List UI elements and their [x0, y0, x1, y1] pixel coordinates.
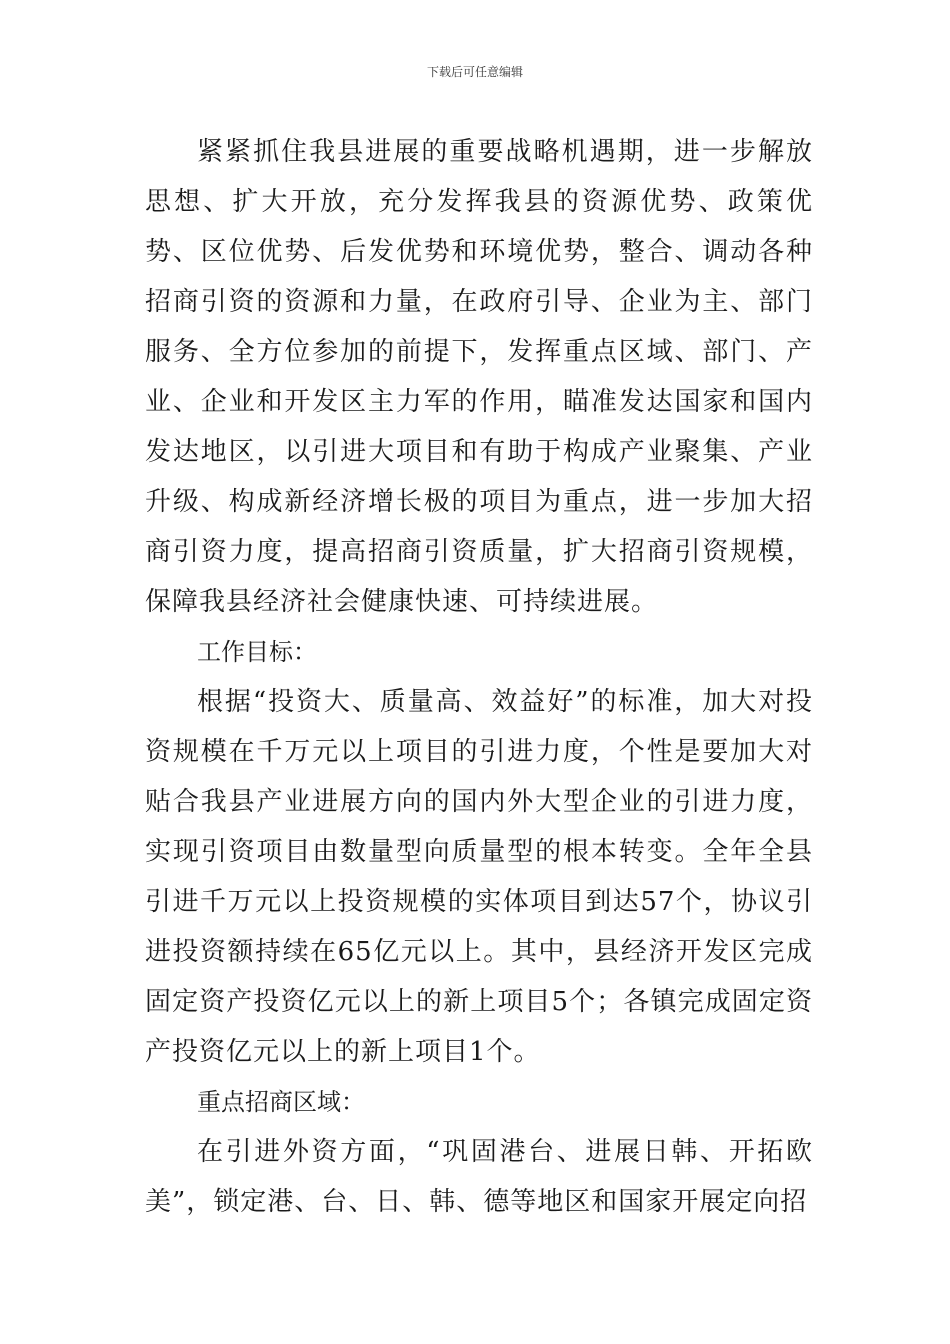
document-body — [145, 127, 813, 1227]
page-header: 下载后可任意编辑 — [426, 65, 523, 79]
section-heading-goals: 工作目标： — [197, 638, 317, 666]
section-heading-regions: 重点招商区域： — [197, 1088, 365, 1116]
paragraph-goals: 根据“投资大、质量高、效益好”的标准，加大对投资规模在千万元以上项目的引进力度，个性是要加大对贴合我县产业进展方向的国内外大型企业的引进力度，实现引资项目由数量型向质量型的根本转变。全年全县引进千万元以上投资规模的实体项目到达57个，协议引进投资额持续在65亿元以上。其中，县经济开发区完成固定资产投资亿元以上的新上项目5个；各镇完成固定资产投资亿元以上的新上项目1个。 — [145, 687, 813, 1067]
paragraph-intro: 紧紧抓住我县进展的重要战略机遇期，进一步解放思想、扩大开放，充分发挥我县的资源优势、政策优势、区位优势、后发优势和环境优势，整合、调动各种招商引资的资源和力量，在政府引导、企业为主、部门服务、全方位参加的前提下，发挥重点区域、部门、产业、企业和开发区主力军的作用，瞄准发达国家和国内发达地区，以引进大项目和有助于构成产业聚集、产业升级、构成新经济增长极的项目为重点，进一步加大招商引资力度，提高招商引资质量，扩大招商引资规模，保障我县经济社会健康快速、可持续进展。 — [145, 137, 813, 617]
paragraph-regions: 在引进外资方面，“巩固港台、进展日韩、开拓欧美”，锁定港、台、日、韩、德等地区和国家开展定向招 — [145, 1137, 813, 1217]
